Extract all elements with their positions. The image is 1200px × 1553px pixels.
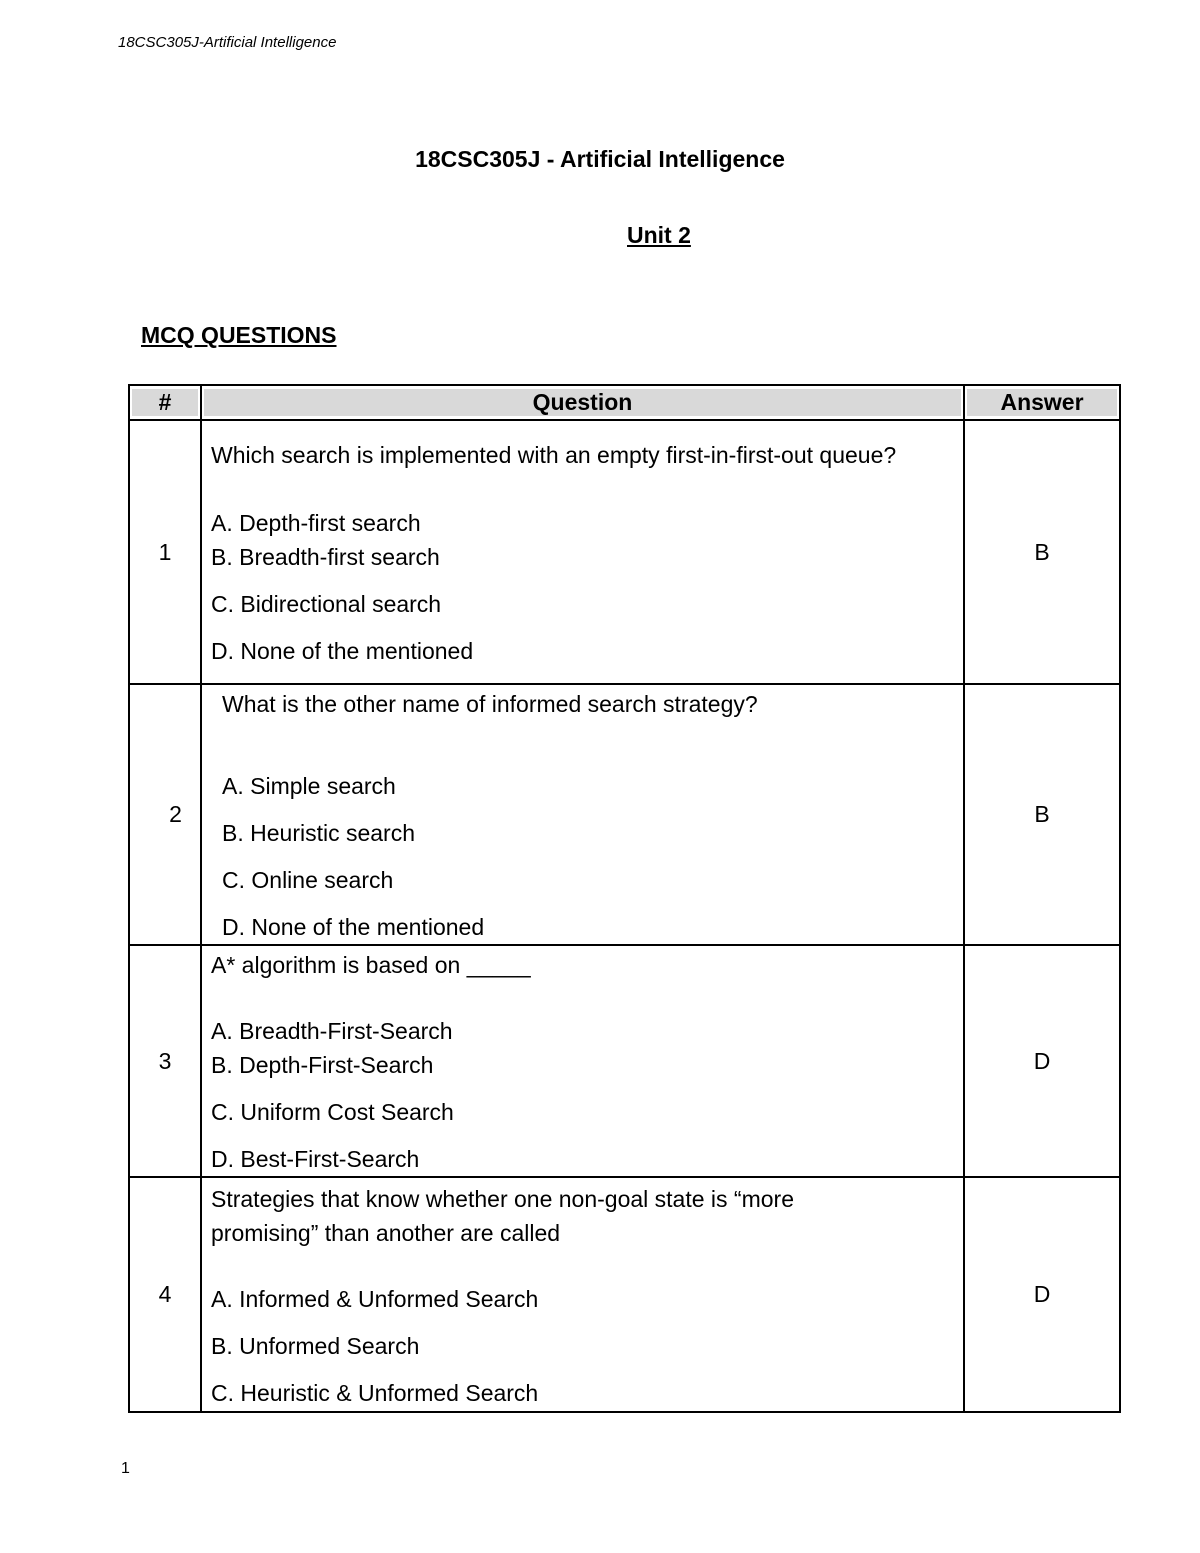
- question-number: 2: [129, 684, 201, 945]
- option-a: A. Depth-first search: [211, 510, 421, 536]
- option-d: D. Best-First-Search: [211, 1146, 420, 1172]
- option-a: A. Breadth-First-Search: [211, 1018, 453, 1044]
- answer-cell: D: [964, 1177, 1120, 1412]
- table-row: [129, 1177, 1120, 1412]
- option-b: B. Unformed Search: [211, 1332, 420, 1359]
- option-b: B. Breadth-first search: [211, 544, 440, 570]
- question-cell: [201, 1177, 964, 1412]
- answer-cell: D: [964, 945, 1120, 1177]
- table-row: [129, 945, 1120, 1177]
- question-cell: [201, 420, 964, 684]
- option-d: D. None of the mentioned: [222, 914, 485, 940]
- option-a: A. Informed & Unformed Search: [211, 1285, 539, 1312]
- table-header-row: [129, 385, 1120, 420]
- question-text: A* algorithm is based on _____: [211, 952, 531, 978]
- option-a: A. Simple search: [222, 773, 396, 799]
- option-c: C. Heuristic & Unformed Search: [211, 1379, 539, 1406]
- question-text: What is the other name of informed search strategy?: [222, 691, 758, 717]
- header-answer: Answer: [964, 385, 1120, 420]
- header-number: #: [129, 385, 201, 420]
- table-row: [129, 684, 1120, 945]
- table-row: [129, 420, 1120, 684]
- option-d: D. None of the mentioned: [211, 638, 474, 664]
- question-number: 1: [129, 420, 201, 684]
- unit-heading: Unit 2: [627, 222, 691, 248]
- option-c: C. Online search: [222, 867, 394, 893]
- header-question: Question: [201, 385, 964, 420]
- answer-cell: B: [964, 684, 1120, 945]
- option-c: C. Bidirectional search: [211, 591, 442, 617]
- option-b: B. Heuristic search: [222, 820, 416, 846]
- document-title: 18CSC305J - Artificial Intelligence: [415, 146, 785, 172]
- question-text: Which search is implemented with an empty first-in-first-out queue?: [211, 442, 897, 468]
- question-text: Strategies that know whether one non-goal state is “more promising” than another are called: [211, 1185, 794, 1246]
- option-c: C. Uniform Cost Search: [211, 1099, 454, 1125]
- page-number: 1: [121, 1460, 130, 1477]
- answer-cell: B: [964, 420, 1120, 684]
- question-number: 3: [129, 945, 201, 1177]
- section-heading: MCQ QUESTIONS: [141, 322, 337, 348]
- question-cell: [201, 684, 964, 945]
- option-b: B. Depth-First-Search: [211, 1052, 434, 1078]
- running-header: 18CSC305J-Artificial Intelligence: [118, 34, 337, 51]
- mcq-table: [128, 384, 1121, 1413]
- question-cell: [201, 945, 964, 1177]
- question-number: 4: [129, 1177, 201, 1412]
